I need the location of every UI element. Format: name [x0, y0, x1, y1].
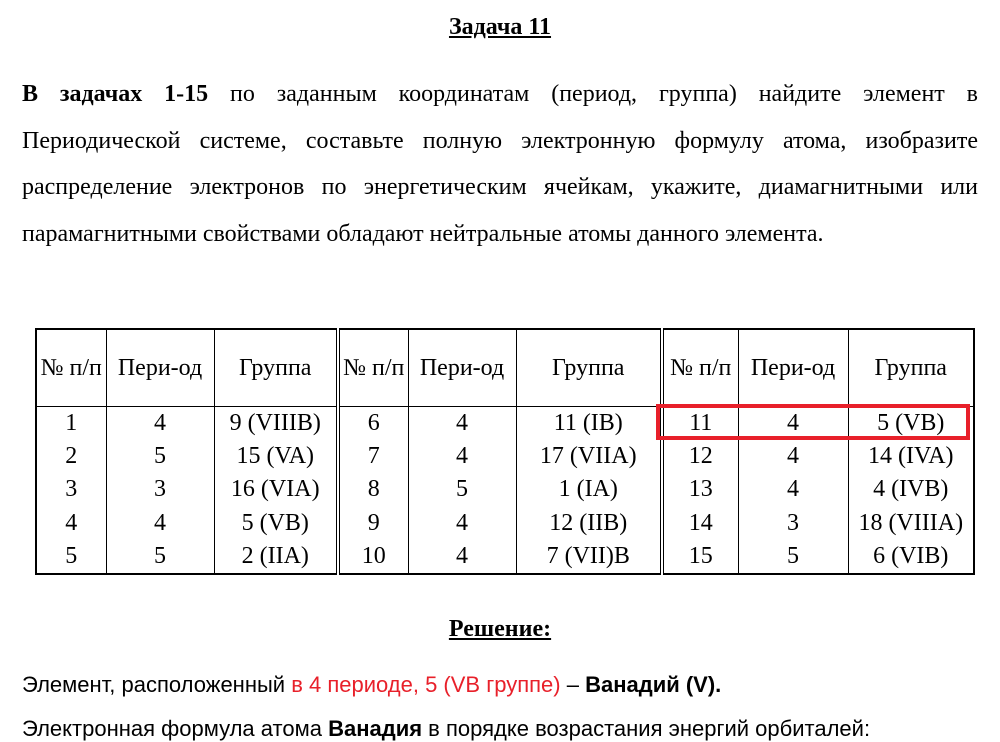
table-cell: 7 (VII)B	[516, 540, 662, 574]
table-cell: 4	[408, 407, 516, 441]
table-cell: 5	[738, 540, 848, 574]
table-cell: 7	[338, 440, 408, 473]
table-cell: 3	[36, 473, 106, 506]
table-cell: 4 (IVB)	[848, 473, 974, 506]
task-title: Задача 11	[448, 14, 552, 40]
table-cell: 14	[662, 507, 738, 540]
table-cell: 11 (IB)	[516, 407, 662, 441]
answer-dash: –	[560, 672, 586, 697]
table-cell: 2	[36, 440, 106, 473]
table-cell: 8	[338, 473, 408, 506]
table-cell: 16 (VIA)	[214, 473, 338, 506]
table-cell: 5 (VB)	[214, 507, 338, 540]
table-cell: 9	[338, 507, 408, 540]
table-cell: 4	[738, 440, 848, 473]
table-cell: 15	[662, 540, 738, 574]
table-cell: 5	[408, 473, 516, 506]
table-cell: 10	[338, 540, 408, 574]
table-cell: 5	[106, 440, 214, 473]
table-cell: 4	[408, 507, 516, 540]
table-row	[36, 540, 974, 574]
table-cell: 18 (VIIIA)	[848, 507, 974, 540]
formula-element: Ванадия	[328, 716, 423, 741]
table-cell: 6	[338, 407, 408, 441]
table-cell: 3	[738, 507, 848, 540]
table-cell: 4	[36, 507, 106, 540]
table-row	[36, 440, 974, 473]
table-cell: 13	[662, 473, 738, 506]
table-cell: 12 (IIB)	[516, 507, 662, 540]
table-cell: 15 (VA)	[214, 440, 338, 473]
table-header-cell: № п/п	[338, 329, 408, 407]
table-header-cell: Пери-од	[738, 329, 848, 407]
table-cell: 14 (IVA)	[848, 440, 974, 473]
table-cell: 4	[106, 507, 214, 540]
formula-suffix: в порядке возрастания энергий орбиталей:	[422, 716, 871, 741]
table-cell: 12	[662, 440, 738, 473]
highlighted-row-frame	[656, 404, 970, 440]
table-cell: 4	[738, 473, 848, 506]
answer-line	[22, 672, 721, 698]
table-header-cell: № п/п	[36, 329, 106, 407]
tasks-table-container	[35, 328, 973, 575]
table-header-row	[36, 329, 974, 407]
table-cell: 17 (VIIA)	[516, 440, 662, 473]
table-header-cell: № п/п	[662, 329, 738, 407]
table-cell: 4	[408, 540, 516, 574]
answer-coordinates: в 4 периоде, 5 (VB группе)	[291, 672, 561, 697]
table-cell: 1	[36, 407, 106, 441]
table-cell: 2 (IIA)	[214, 540, 338, 574]
table-cell: 5 (VB)	[848, 407, 974, 441]
task-text: по заданным координатам (период, группа) найдите элемент в Периодической системе, составьте полную электронную формулу атома, изобразите распределение электронов по энергетическим ячейкам, укажите, диамагнитными или парамагнитными свойствами обладают нейтральные атомы данного элемента.	[22, 81, 979, 247]
formula-line	[22, 716, 870, 742]
table-cell: 5	[106, 540, 214, 574]
table-header-cell: Пери-од	[408, 329, 516, 407]
table-cell: 4	[738, 407, 848, 441]
formula-prefix: Электронная формула атома	[22, 716, 329, 741]
table-cell: 1 (IA)	[516, 473, 662, 506]
answer-element: Ванадий (V).	[585, 672, 722, 697]
table-cell: 4	[408, 440, 516, 473]
solution-title: Решение:	[448, 616, 552, 642]
table-header-cell: Группа	[848, 329, 974, 407]
table-row	[36, 507, 974, 540]
table-cell: 6 (VIB)	[848, 540, 974, 574]
table-cell: 9 (VIIIB)	[214, 407, 338, 441]
task-range-label: В задачах 1-15	[22, 81, 209, 107]
table-cell: 4	[106, 407, 214, 441]
table-cell: 11	[662, 407, 738, 441]
table-cell: 5	[36, 540, 106, 574]
table-header-cell: Группа	[516, 329, 662, 407]
table-cell: 3	[106, 473, 214, 506]
table-header-cell: Группа	[214, 329, 338, 407]
answer-prefix: Элемент, расположенный	[22, 672, 292, 697]
tasks-table	[35, 328, 975, 575]
table-header-cell: Пери-од	[106, 329, 214, 407]
task-description	[22, 71, 978, 257]
table-row	[36, 473, 974, 506]
